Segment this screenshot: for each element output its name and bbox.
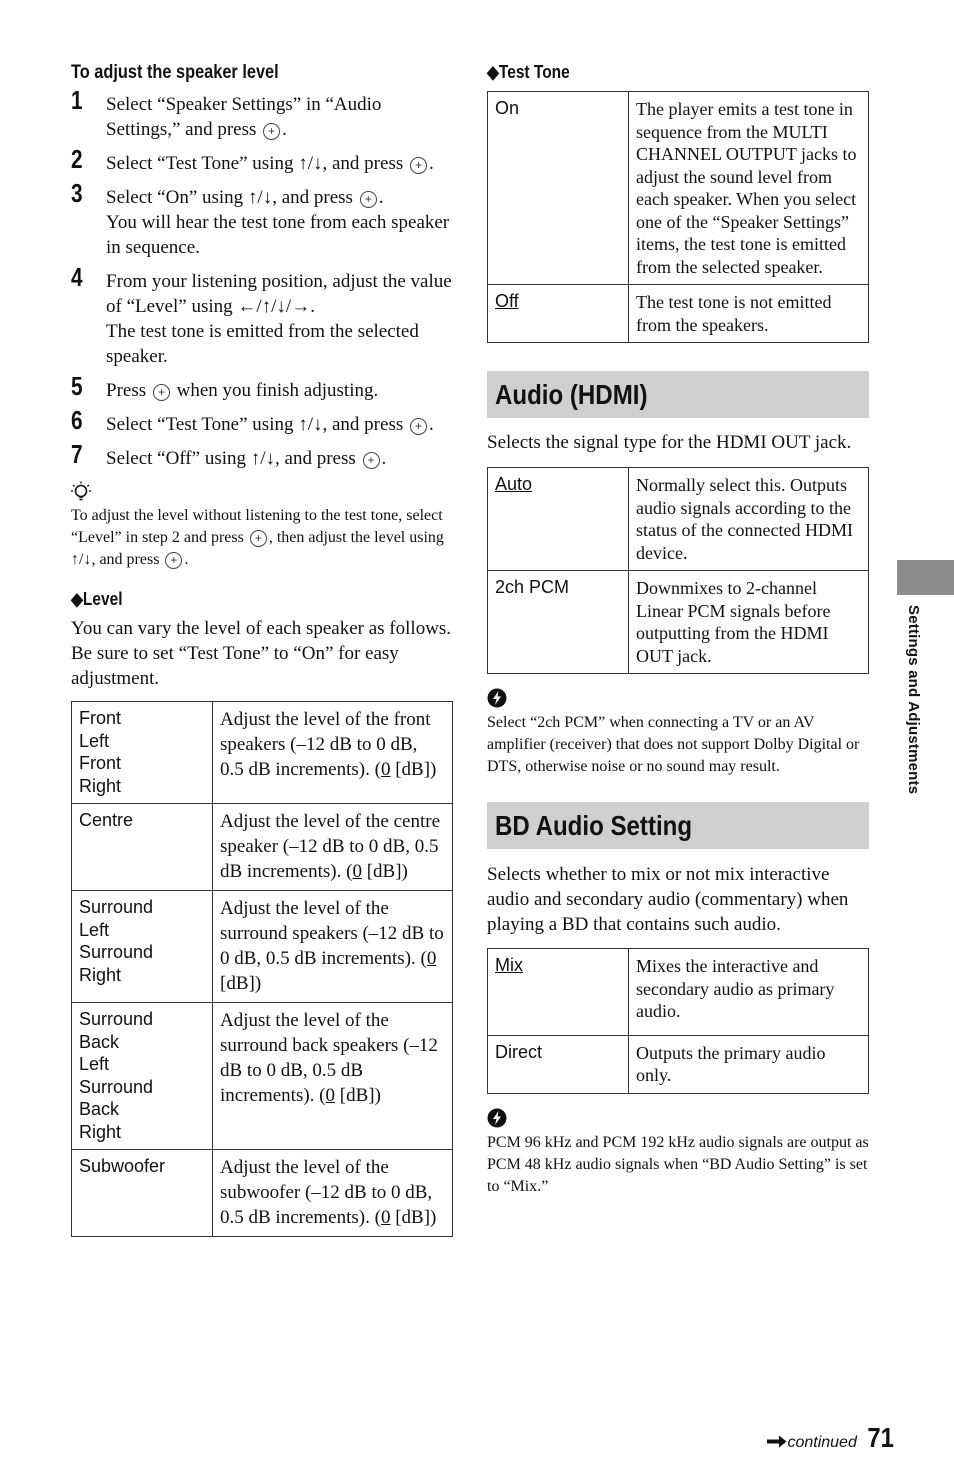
audio-hdmi-section-title: Audio (HDMI) [487, 371, 869, 418]
step-number: 3 [71, 178, 83, 208]
step-number: 1 [71, 85, 83, 115]
chapter-label: Settings and Adjustments [905, 605, 922, 795]
step-2: 2 Select “Test Tone” using ↑/↓, and press + . [71, 144, 434, 174]
step-3: 3 Select “On” using ↑/↓, and press + . You will hear the test tone from each speaker in sequence. [71, 178, 450, 258]
step-number: 5 [71, 371, 83, 401]
arrow-right-icon [767, 1435, 787, 1448]
page-number: 71 [867, 1422, 894, 1453]
step-1: 1 Select “Speaker Settings” in “Audio Settings,” and press + . [71, 85, 382, 140]
default-value: 0 [380, 759, 391, 780]
test-tone-heading: ◆Test Tone [487, 62, 570, 82]
level-table [71, 701, 453, 1237]
right-column [487, 62, 869, 1198]
default-value: 0 [325, 1085, 336, 1106]
option-label: Front Left Front Right [72, 702, 213, 804]
note-icon [487, 1108, 507, 1128]
chapter-tab [897, 560, 954, 595]
bd-audio-section-title: BD Audio Setting [487, 802, 869, 849]
step-7: 7 Select “Off” using ↑/↓, and press + . [71, 439, 387, 469]
table-row [72, 804, 453, 891]
option-label: Mix [488, 949, 629, 1036]
option-description: The player emits a test tone in sequence from the MULTI CHANNEL OUTPUT jacks to adjust the sound level from each speaker. When you select one of the “Speaker Settings” items, the test tone is emitted from the selected speaker. [629, 92, 869, 285]
table-row [72, 702, 453, 804]
continued-indicator: continued [767, 1434, 856, 1452]
table-row [488, 285, 869, 343]
bd-description: Selects whether to mix or not mix interactive audio and secondary audio (commentary) when playing a BD that contains such audio. [487, 864, 849, 935]
note-icon [487, 688, 507, 708]
table-row [488, 468, 869, 571]
hint-text: To adjust the level without listening to the test tone, select “Level” in step 2 and press + , then adjust the level using ↑/↓, and press + . [71, 507, 444, 568]
option-label: 2ch PCM [488, 571, 629, 674]
option-label: On [488, 92, 629, 285]
table-row [72, 1003, 453, 1150]
enter-button-icon: + [165, 552, 182, 569]
enter-button-icon: + [363, 452, 380, 469]
enter-button-icon: + [360, 191, 377, 208]
option-label: Surround Back Left Surround Back Right [72, 1003, 213, 1150]
enter-button-icon: + [410, 418, 427, 435]
level-heading: ◆Level [71, 589, 123, 609]
table-row [488, 1035, 869, 1093]
option-description: Downmixes to 2-channel Linear PCM signals before outputting from the HDMI OUT jack. [629, 571, 869, 674]
page-footer [767, 1422, 896, 1454]
option-description: Adjust the level of the surround back speakers (–12 dB to 0 dB, 0.5 dB increments). (0 [dB]) [213, 1003, 453, 1150]
table-row [488, 92, 869, 285]
step-6: 6 Select “Test Tone” using ↑/↓, and press + . [71, 405, 434, 435]
option-description: Mixes the interactive and secondary audio as primary audio. [629, 949, 869, 1036]
option-description: The test tone is not emitted from the speakers. [629, 285, 869, 343]
enter-button-icon: + [250, 530, 267, 547]
option-description: Normally select this. Outputs audio signals according to the status of the connected HDMI device. [629, 468, 869, 571]
step-number: 6 [71, 405, 83, 435]
speaker-level-heading: To adjust the speaker level [71, 62, 279, 83]
option-label: Auto [488, 468, 629, 571]
option-label: Surround Left Surround Right [72, 891, 213, 1003]
bd-note-text: PCM 96 kHz and PCM 192 kHz audio signals are output as PCM 48 kHz audio signals when “BD Audio Setting” is set to “Mix.” [487, 1133, 869, 1195]
step-list [71, 85, 453, 471]
table-row [488, 949, 869, 1036]
option-description: Adjust the level of the front speakers (–12 dB to 0 dB, 0.5 dB increments). (0 [dB]) [213, 702, 453, 804]
table-row [72, 1150, 453, 1237]
step-number: 2 [71, 144, 83, 174]
default-value: 0 [380, 1207, 391, 1228]
default-value: 0 [352, 861, 362, 882]
enter-button-icon: + [263, 123, 280, 140]
step-5: 5 Press + when you finish adjusting. [71, 371, 379, 401]
table-row [72, 891, 453, 1003]
enter-button-icon: + [410, 157, 427, 174]
hdmi-table [487, 467, 869, 674]
option-label: Subwoofer [72, 1150, 213, 1237]
hdmi-description: Selects the signal type for the HDMI OUT jack. [487, 432, 852, 453]
option-description: Adjust the level of the subwoofer (–12 dB to 0 dB, 0.5 dB increments). (0 [dB]) [213, 1150, 453, 1237]
option-description: Outputs the primary audio only. [629, 1035, 869, 1093]
step-number: 4 [71, 262, 83, 292]
enter-button-icon: + [153, 384, 170, 401]
table-row [488, 571, 869, 674]
hdmi-note-text: Select “2ch PCM” when connecting a TV or an AV amplifier (receiver) that does not support Dolby Digital or DTS, otherwise noise or no sound may result. [487, 714, 860, 775]
level-description: You can vary the level of each speaker as follows. Be sure to set “Test Tone” to “On” for easy adjustment. [71, 618, 452, 689]
option-label: Centre [72, 804, 213, 891]
step-4: 4 From your listening position, adjust the value of “Level” using ←/↑/↓/→. The test tone is emitted from the selected speaker. [71, 262, 452, 367]
option-label: Off [488, 285, 629, 343]
left-column [71, 62, 453, 1237]
test-tone-table [487, 91, 869, 343]
lightbulb-hint-icon [71, 481, 91, 503]
option-description: Adjust the level of the surround speakers (–12 dB to 0 dB, 0.5 dB increments). (0 [dB]) [213, 891, 453, 1003]
option-label: Direct [488, 1035, 629, 1093]
step-number: 7 [71, 439, 83, 469]
option-description: Adjust the level of the centre speaker (–12 dB to 0 dB, 0.5 dB increments). (0 [dB]) [213, 804, 453, 891]
default-value: 0 [426, 948, 437, 969]
bd-audio-table [487, 948, 869, 1094]
